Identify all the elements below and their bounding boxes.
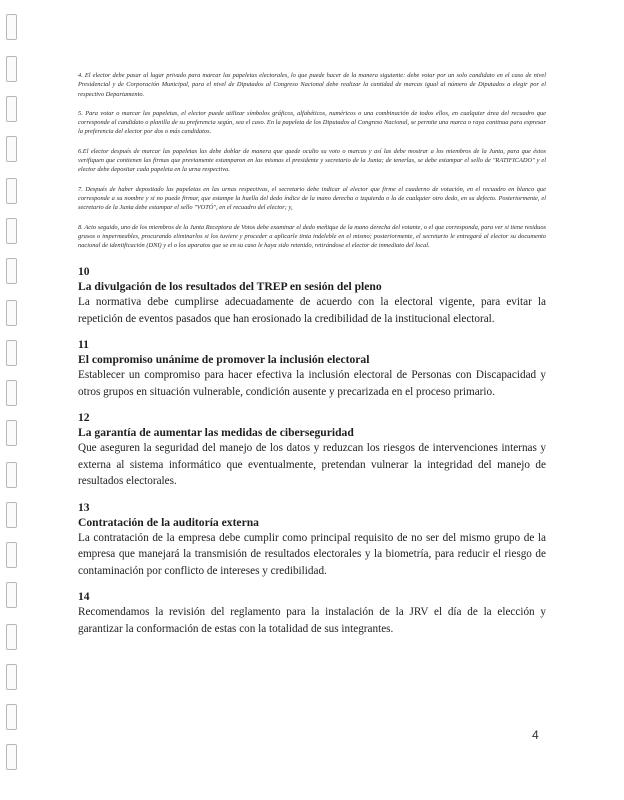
page-number: 4 [532, 728, 539, 742]
section-title: La garantía de aumentar las medidas de ciberseguridad [78, 426, 354, 440]
binder-hole [6, 744, 17, 770]
section-title: La divulgación de los resultados del TREP en sesión del pleno [78, 280, 382, 294]
binder-hole [6, 704, 17, 730]
section-13 [78, 500, 546, 580]
section-number: 12 [78, 411, 90, 425]
fine-print-paragraph: 6.El elector después de marcar las papeletas las debe doblar de manera que quede oculto su voto o marcas y así las debe mostrar a los miembros de la Junta, para que éstos verifiquen que contienen las firmas que previamente estamparon en las mismas el presidente y secretario de la Junta; de tenerlas, se debe estampar el sello de "RATIFICADO" y el elector debe depositar cada papeleta en la urna respectiva. [78, 147, 546, 174]
fine-print-paragraph: 8. Acto seguido, uno de los miembros de la Junta Receptora de Votos debe examinar el dedo meñique de la mano derecha del votante, o el que corresponda, para ver si tiene residuos grasos o impermeables, procurando eliminarlos si los tuviere y proceder a aplicarle tinta indeleble en el mismo; posteriormente, el secretario le entregará al elector su documento nacional de identificación (DNI) y el o los aparatos que se en su caso le haya sido retenido, retirándose el elector de inmediato del local. [78, 223, 546, 250]
binder-hole [6, 462, 17, 488]
fine-print-paragraph: 5. Para votar o marcar las papeletas, el elector puede utilizar símbolos gráficos, alfabéticos, numéricos o una combinación de todos ellos, en cualquier área del recuadro que corresponde al candidato o planilla de su preferencia según, sea el caso. En la papeleta de los Diputados al Congreso Nacional, se permite una marca o raya continua para expresar la preferencia del elector por dos o más candidatos. [78, 109, 546, 136]
binder-hole [6, 218, 17, 244]
section-number: 11 [78, 338, 89, 352]
section-title: El compromiso unánime de promover la inclusión electoral [78, 353, 370, 367]
section-number: 13 [78, 500, 90, 514]
section-title: Contratación de la auditoría externa [78, 515, 259, 529]
section-11 [78, 337, 546, 400]
binder-hole [6, 380, 17, 406]
section-12 [78, 410, 546, 490]
section-body: Que aseguren la seguridad del manejo de los datos y reduzcan los riesgos de intervenciones internas y externa al sistema informático que eventualmente, pretendan vulnerar la integridad del manejo de resultados electorales. [78, 442, 546, 488]
binder-hole [6, 136, 17, 162]
binder-hole [6, 624, 17, 650]
binder-hole [6, 340, 17, 366]
binder-hole [6, 300, 17, 326]
binder-hole [6, 582, 17, 608]
binder-hole [6, 178, 17, 204]
section-body: La normativa debe cumplirse adecuadamente de acuerdo con la electoral vigente, para evitar la repetición de eventos pasados que han erosionado la credibilidad de la institucional electoral. [78, 296, 546, 325]
binder-hole [6, 542, 17, 568]
section-number: 10 [78, 265, 90, 279]
binder-hole [6, 56, 17, 82]
section-body: La contratación de la empresa debe cumplir como principal requisito de no ser del mismo grupo de la empresa que manejará la transmisión de resultados electorales y la biometría, para reducir el riesgo de contaminación por conflicto de intereses y credibilidad. [78, 531, 546, 577]
binder-hole [6, 502, 17, 528]
section-10 [78, 264, 546, 327]
binder-hole [6, 96, 17, 122]
section-body: Establecer un compromiso para hacer efectiva la inclusión electoral de Personas con Discapacidad y otros grupos en situación vulnerable, condición ausente y precarizada en el proceso primario. [78, 369, 546, 398]
binder-hole [6, 258, 17, 284]
fine-print-paragraph: 7. Después de haber depositado las papeletas en las urnas respectivas, el secretario debe indicar al elector que firme el cuaderno de votación, en el recuadro en blanco que corresponde a su nombre y si no puede firmar, que estampe la huella del dedo índice de la mano derecha o izquierda o la de cualquier otro dedo, en su defecto. Posteriormente, el secretario de la Junta debe estampar el sello "VOTÓ", en el recuadro del elector; y, [78, 185, 546, 212]
binder-hole [6, 420, 17, 446]
document-content [78, 71, 546, 637]
section-14 [78, 589, 546, 637]
binder-hole [6, 664, 17, 690]
binder-hole [6, 14, 17, 40]
binder-holes [6, 0, 20, 800]
fine-print-paragraph: 4. El elector debe pasar al lugar privado para marcar las papeletas electorales, lo que puede hacer de la manera siguiente: debe votar por un solo candidato en el caso de nivel Presidencial y de Corporación Municipal, para el nivel de Diputados al Congreso Nacional debe realizar la cantidad de marcas igual al número de Diputados a elegir por el respectivo Departamento. [78, 72, 546, 98]
section-body: Recomendamos la revisión del reglamento para la instalación de la JRV el día de la elección y garantizar la conformación de estas con la totalidad de sus integrantes. [78, 606, 546, 635]
section-number: 14 [78, 590, 90, 604]
